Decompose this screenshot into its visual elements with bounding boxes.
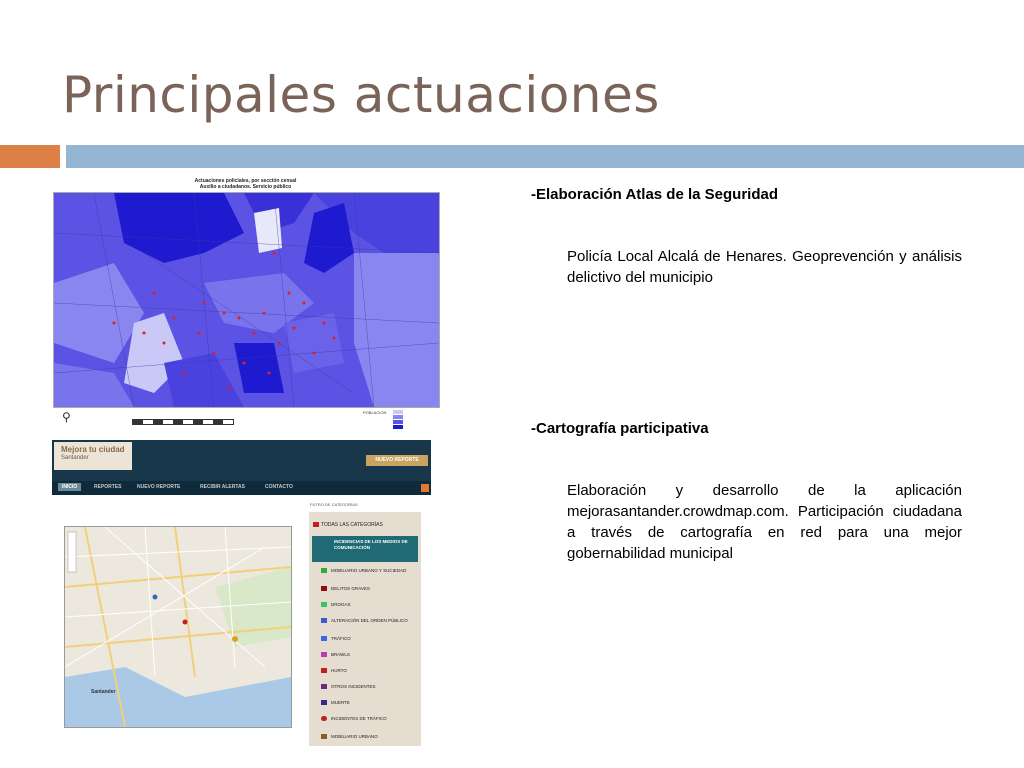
crowdmap-logo: Mejora tu ciudad Santander [54, 442, 132, 470]
new-report-button: NUEVO REPORTE [366, 455, 428, 466]
category-swatch [321, 652, 327, 657]
map-city-label: Santander [91, 689, 116, 695]
category-swatch [321, 734, 327, 739]
scale-bar [132, 419, 234, 425]
category-swatch [321, 586, 327, 591]
category-filter-label: FILTRO DE CATEGORÍAS [310, 502, 358, 507]
crowdmap-screenshot [52, 437, 431, 748]
nav-reportes: REPORTES [94, 484, 122, 490]
category-swatch [321, 602, 327, 607]
crowdmap-street-map [64, 526, 292, 728]
section-body-atlas: Policía Local Alcalá de Henares. Geoprevención y análisis delictivo del municipio [567, 248, 962, 286]
north-arrow-icon: ⚲ [62, 410, 71, 424]
slide-title: Principales actuaciones [62, 66, 660, 124]
rss-icon [421, 484, 429, 492]
category-swatch [321, 668, 327, 673]
category-swatch [321, 568, 327, 573]
section-body-cartografia: Elaboración y desarrollo de la aplicación mejorasantander.crowdmap.com. Participación ciudadana a través de cartografía en red para una mejor gobernabilidad municipal [567, 482, 962, 562]
street-map-svg [65, 527, 291, 727]
legend-swatch [393, 410, 403, 414]
accent-bar-orange [0, 145, 60, 168]
atlas-map-footer [52, 408, 439, 430]
category-swatch [313, 522, 319, 527]
atlas-legend: POBLACIÓN [363, 410, 433, 430]
category-highlight: INCIDENCIAS DE LOS MEDIOS DE COMUNICACIÓN [312, 536, 418, 562]
nav-contacto: CONTACTO [265, 484, 293, 490]
category-swatch [321, 700, 327, 705]
category-swatch [321, 618, 327, 623]
crowdmap-nav [52, 481, 431, 495]
nav-recibir-alertas: RECIBIR ALERTAS [200, 484, 245, 490]
legend-swatch [393, 415, 403, 419]
atlas-choropleth [53, 192, 440, 408]
legend-swatch [393, 420, 403, 424]
category-sidebar: TODAS LAS CATEGORÍAS INCIDENCIAS DE LOS MEDIOS DE COMUNICACIÓN MOBILIARIO URBANO Y SUCIEDAD DELITOS GRAVES DROGAS ALTERACIÓN DEL ORDEN PÚBLICO TRÁFICO BRAWLS HURTO OTROS INCIDENTES MUERTE INCIDENTES DE TRÁFICO MOBILIARIO URBANO [309, 512, 421, 746]
crowdmap-header [52, 440, 431, 481]
nav-nuevo-reporte: NUEVO REPORTE [137, 484, 181, 490]
category-swatch [321, 636, 327, 641]
category-swatch [321, 684, 327, 689]
section-heading-atlas: -Elaboración Atlas de la Seguridad [531, 186, 779, 203]
section-heading-cartografia: -Cartografía participativa [531, 420, 709, 437]
atlas-map-title: Actuaciones policiales, por sección censal Auxilio a ciudadanos. Servicio público [194, 178, 297, 190]
category-all: TODAS LAS CATEGORÍAS [321, 522, 383, 528]
atlas-map-image [52, 176, 439, 430]
category-swatch [321, 716, 327, 721]
atlas-choropleth-svg [54, 193, 439, 407]
nav-inicio: INICIO [58, 483, 81, 491]
legend-swatch [393, 425, 403, 429]
accent-bar-blue [66, 145, 1024, 168]
